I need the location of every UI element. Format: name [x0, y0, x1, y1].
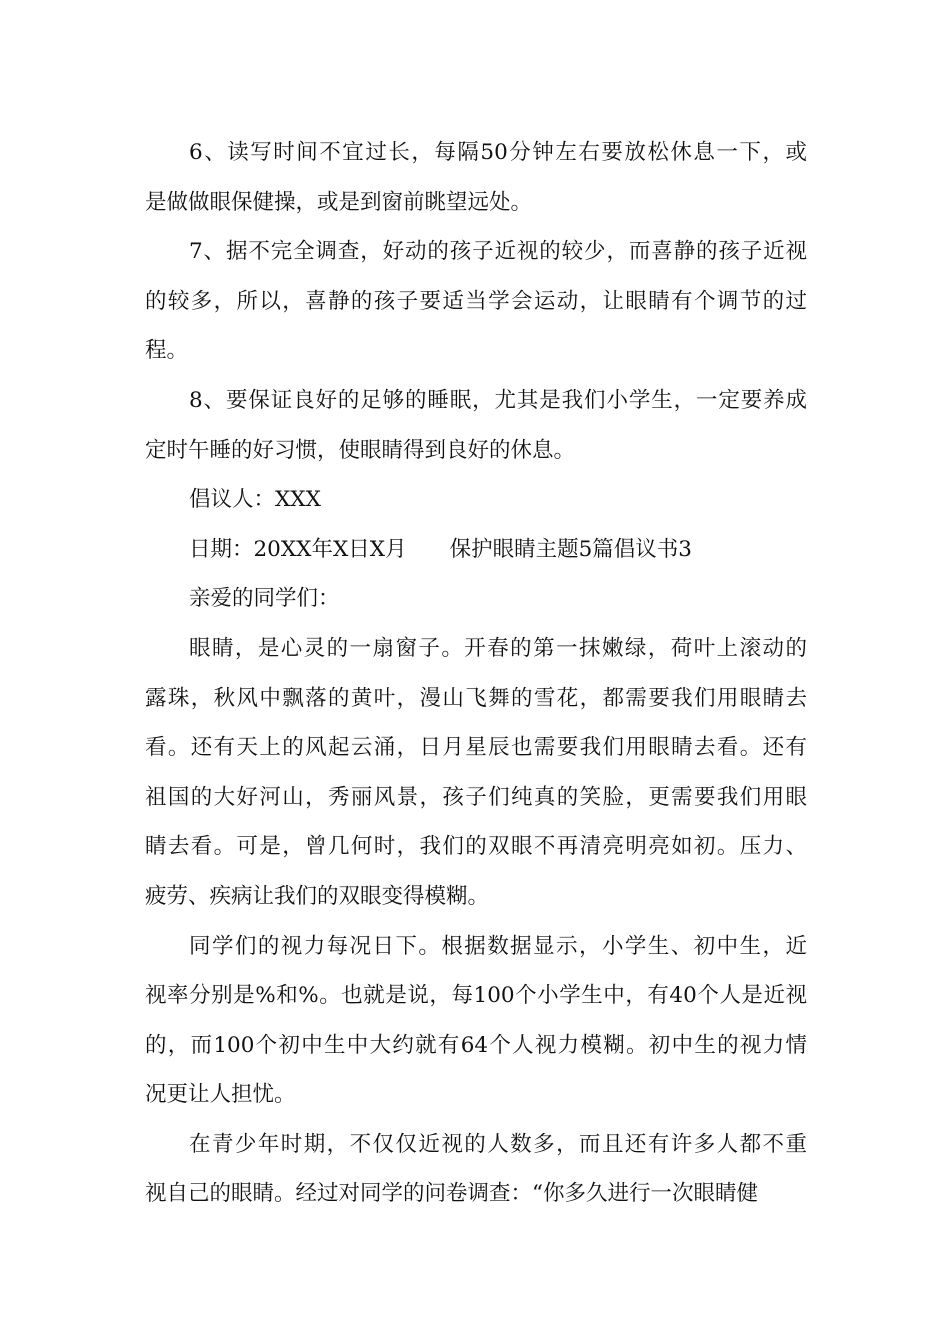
- text-line: 视率分别是%和%。也就是说，每100个小学生中，有40个人是近视: [145, 983, 807, 1009]
- paragraph-body-2: [145, 922, 807, 1120]
- text-line: 6、读写时间不宜过长，每隔50分钟左右要放松休息一下，或: [189, 140, 807, 165]
- paragraph-initiator: [145, 475, 807, 525]
- text-line: 亲爱的同学们：: [189, 586, 340, 612]
- text-line: 倡议人：XXX: [189, 487, 321, 513]
- text-line: 眼睛，是心灵的一扇窗子。开春的第一抹嫩绿，荷叶上滚动的: [189, 635, 807, 661]
- text-line: 看。还有天上的风起云涌，日月星辰也需要我们用眼睛去看。还有: [145, 735, 807, 761]
- text-line: 定时午睡的好习惯，使眼睛得到良好的休息。: [145, 437, 576, 463]
- text-line: 视自己的眼睛。经过对同学的问卷调查：“你多久进行一次眼睛健: [145, 1181, 758, 1207]
- paragraph-item-6: [145, 128, 807, 227]
- text-line: 日期：20XX年X日X月 保护眼睛主题5篇倡议书3: [189, 536, 692, 562]
- text-line: 8、要保证良好的足够的睡眠，尤其是我们小学生，一定要养成: [189, 387, 807, 413]
- document-body: [145, 128, 807, 1219]
- text-line: 祖国的大好河山，秀丽风景，孩子们纯真的笑脸，更需要我们用眼: [145, 784, 807, 810]
- text-line: 的较多，所以，喜静的孩子要适当学会运动，让眼睛有个调节的过: [145, 288, 807, 314]
- text-line: 露珠，秋风中飘落的黄叶，漫山飞舞的雪花，都需要我们用眼睛去: [145, 685, 807, 711]
- paragraph-salutation: [145, 574, 807, 624]
- paragraph-item-8: [145, 376, 807, 475]
- text-line: 同学们的视力每况日下。根据数据显示，小学生、初中生，近: [189, 933, 807, 959]
- text-line: 疲劳、疾病让我们的双眼变得模糊。: [145, 883, 490, 909]
- text-line: 睛去看。可是，曾几何时，我们的双眼不再清亮明亮如初。压力、: [145, 834, 807, 860]
- text-line: 况更让人担忧。: [145, 1082, 296, 1108]
- text-line: 程。: [145, 338, 189, 364]
- text-line: 7、据不完全调查，好动的孩子近视的较少，而喜静的孩子近视: [189, 239, 807, 265]
- paragraph-date-and-title: [145, 525, 807, 575]
- text-line: 是做做眼保健操，或是到窗前眺望远处。: [145, 189, 533, 215]
- text-line: 在青少年时期，不仅仅近视的人数多，而且还有许多人都不重: [189, 1131, 807, 1157]
- paragraph-body-1: [145, 624, 807, 922]
- paragraph-body-3: [145, 1120, 807, 1219]
- text-line: 的，而100个初中生中大约就有64个人视力模糊。初中生的视力情: [145, 1032, 807, 1058]
- paragraph-item-7: [145, 227, 807, 376]
